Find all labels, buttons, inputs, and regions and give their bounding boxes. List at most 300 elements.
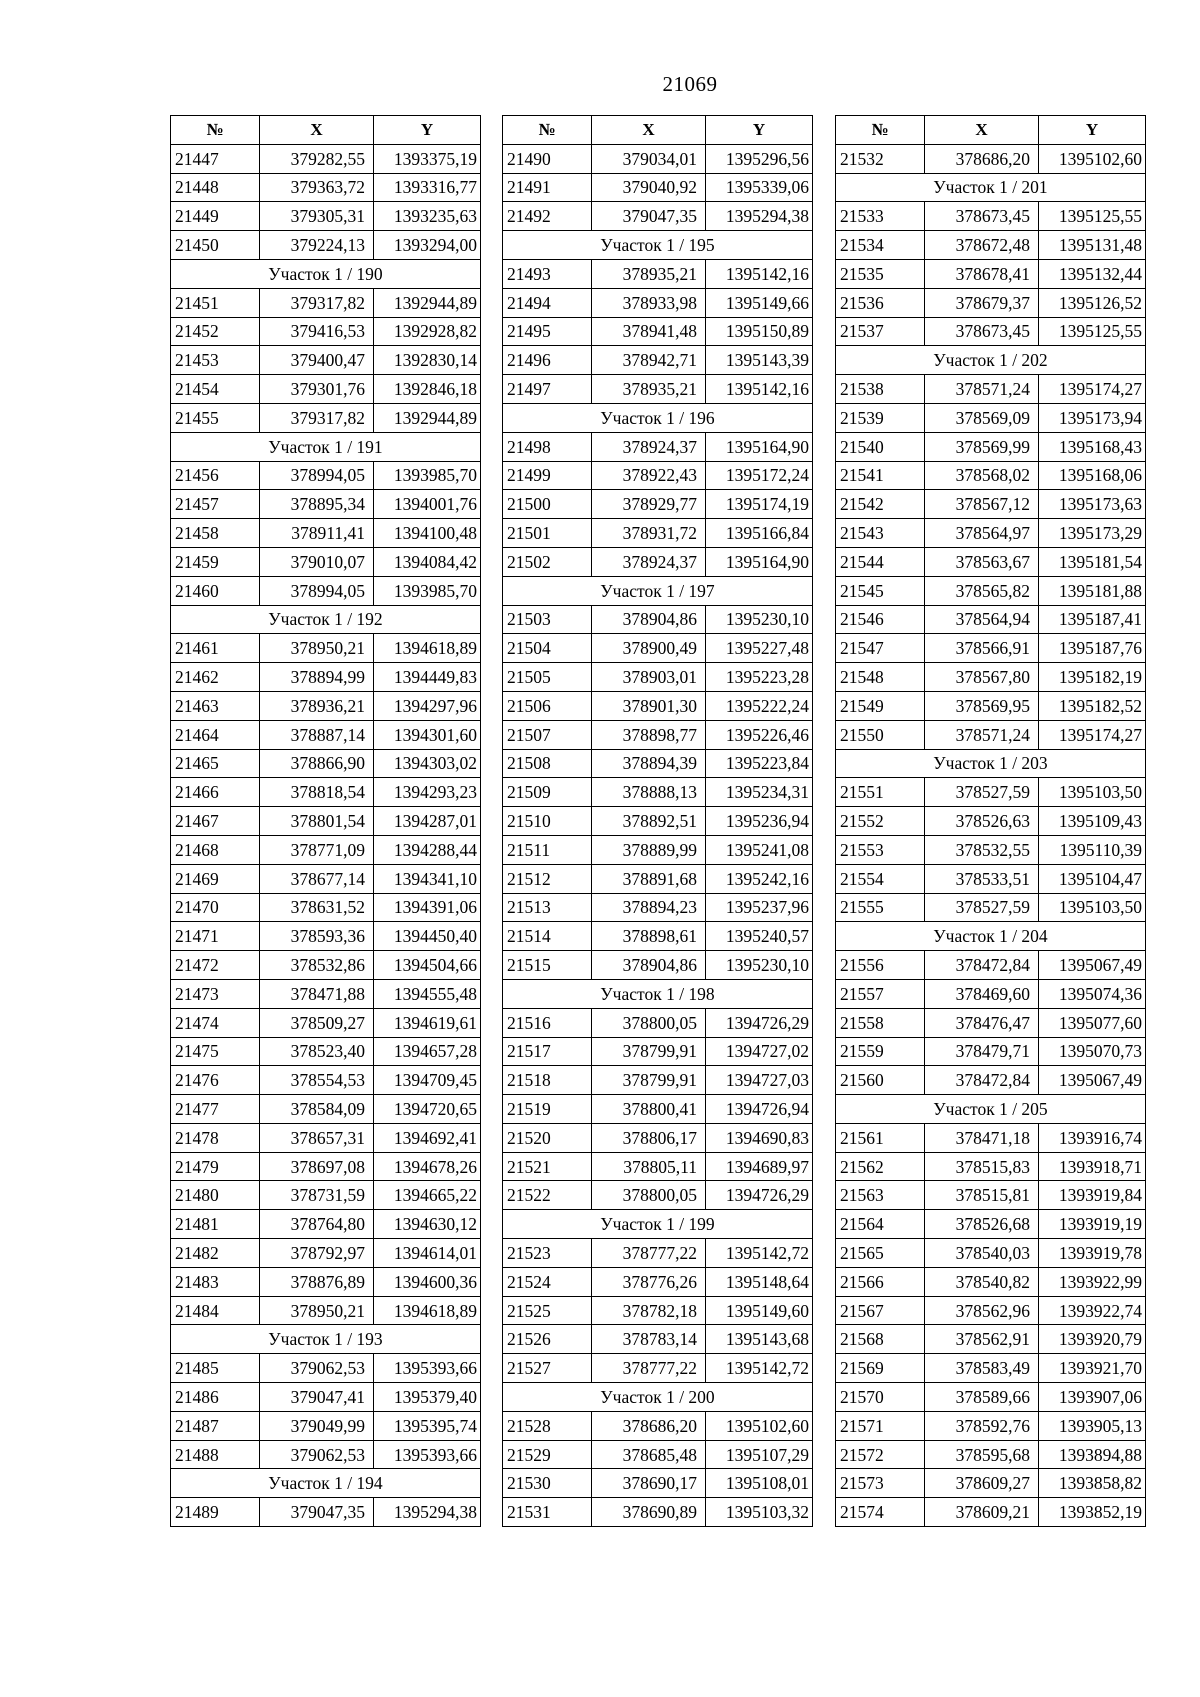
y-coordinate: 1394293,23	[374, 778, 481, 807]
y-coordinate: 1394614,01	[374, 1239, 481, 1268]
x-coordinate: 378731,59	[260, 1181, 374, 1210]
point-number: 21547	[836, 634, 925, 663]
y-coordinate: 1395174,19	[706, 490, 813, 519]
x-coordinate: 378476,47	[925, 1008, 1039, 1037]
y-coordinate: 1394678,26	[374, 1152, 481, 1181]
table-row	[171, 778, 481, 807]
x-coordinate: 378595,68	[925, 1440, 1039, 1469]
y-coordinate: 1395226,46	[706, 720, 813, 749]
x-coordinate: 378677,14	[260, 864, 374, 893]
table-row	[171, 1267, 481, 1296]
table-row	[503, 605, 813, 634]
y-coordinate: 1395110,39	[1039, 835, 1146, 864]
table-row	[836, 403, 1146, 432]
table-row	[503, 259, 813, 288]
table-row	[836, 979, 1146, 1008]
y-coordinate: 1393858,82	[1039, 1469, 1146, 1498]
x-coordinate: 378777,22	[592, 1354, 706, 1383]
section-row	[171, 432, 481, 461]
point-number: 21569	[836, 1354, 925, 1383]
point-number: 21457	[171, 490, 260, 519]
x-coordinate: 378686,20	[592, 1411, 706, 1440]
y-coordinate: 1395142,16	[706, 259, 813, 288]
x-coordinate: 378904,86	[592, 951, 706, 980]
x-coordinate: 378800,05	[592, 1008, 706, 1037]
y-coordinate: 1395181,88	[1039, 576, 1146, 605]
x-coordinate: 378567,12	[925, 490, 1039, 519]
table-row	[836, 778, 1146, 807]
point-number: 21507	[503, 720, 592, 749]
y-coordinate: 1395102,60	[1039, 144, 1146, 173]
point-number: 21448	[171, 173, 260, 202]
section-label: Участок 1 / 197	[503, 576, 813, 605]
x-coordinate: 378562,91	[925, 1325, 1039, 1354]
point-number: 21523	[503, 1239, 592, 1268]
x-coordinate: 378936,21	[260, 691, 374, 720]
y-coordinate: 1392846,18	[374, 375, 481, 404]
header-number: №	[836, 116, 925, 145]
point-number: 21502	[503, 547, 592, 576]
x-coordinate: 378891,68	[592, 864, 706, 893]
y-coordinate: 1395150,89	[706, 317, 813, 346]
section-row	[171, 1469, 481, 1498]
point-number: 21471	[171, 922, 260, 951]
x-coordinate: 378994,05	[260, 576, 374, 605]
x-coordinate: 378569,09	[925, 403, 1039, 432]
x-coordinate: 378469,60	[925, 979, 1039, 1008]
section-label: Участок 1 / 198	[503, 979, 813, 1008]
x-coordinate: 378924,37	[592, 547, 706, 576]
table-row	[171, 1296, 481, 1325]
x-coordinate: 378935,21	[592, 259, 706, 288]
x-coordinate: 378690,17	[592, 1469, 706, 1498]
table-row	[836, 1498, 1146, 1527]
point-number: 21574	[836, 1498, 925, 1527]
point-number: 21525	[503, 1296, 592, 1325]
y-coordinate: 1395187,41	[1039, 605, 1146, 634]
table-row	[171, 1210, 481, 1239]
x-coordinate: 378472,84	[925, 951, 1039, 980]
x-coordinate: 378866,90	[260, 749, 374, 778]
y-coordinate: 1395296,56	[706, 144, 813, 173]
x-coordinate: 378911,41	[260, 519, 374, 548]
point-number: 21450	[171, 231, 260, 260]
header-x: X	[592, 116, 706, 145]
table-row	[171, 1498, 481, 1527]
table-row	[836, 144, 1146, 173]
section-row	[836, 173, 1146, 202]
table-row	[171, 979, 481, 1008]
table-row	[171, 922, 481, 951]
y-coordinate: 1395294,38	[706, 202, 813, 231]
table-row	[836, 576, 1146, 605]
table-row	[171, 663, 481, 692]
x-coordinate: 378887,14	[260, 720, 374, 749]
y-coordinate: 1395339,06	[706, 173, 813, 202]
x-coordinate: 379040,92	[592, 173, 706, 202]
y-coordinate: 1394692,41	[374, 1123, 481, 1152]
section-label: Участок 1 / 194	[171, 1469, 481, 1498]
y-coordinate: 1395103,50	[1039, 778, 1146, 807]
table-row	[171, 1095, 481, 1124]
page-number: 21069	[662, 72, 718, 96]
point-number: 21520	[503, 1123, 592, 1152]
table-row	[171, 1037, 481, 1066]
x-coordinate: 378777,22	[592, 1239, 706, 1268]
point-number: 21494	[503, 288, 592, 317]
point-number: 21468	[171, 835, 260, 864]
x-coordinate: 378898,77	[592, 720, 706, 749]
table-row	[171, 1383, 481, 1412]
x-coordinate: 378901,30	[592, 691, 706, 720]
table-row	[171, 403, 481, 432]
section-row	[836, 346, 1146, 375]
point-number: 21481	[171, 1210, 260, 1239]
y-coordinate: 1395077,60	[1039, 1008, 1146, 1037]
point-number: 21566	[836, 1267, 925, 1296]
x-coordinate: 378568,02	[925, 461, 1039, 490]
y-coordinate: 1395125,55	[1039, 317, 1146, 346]
point-number: 21558	[836, 1008, 925, 1037]
y-coordinate: 1395227,48	[706, 634, 813, 663]
table-row	[503, 663, 813, 692]
x-coordinate: 378589,66	[925, 1383, 1039, 1412]
table-row	[171, 173, 481, 202]
point-number: 21553	[836, 835, 925, 864]
y-coordinate: 1394301,60	[374, 720, 481, 749]
point-number: 21510	[503, 807, 592, 836]
point-number: 21565	[836, 1239, 925, 1268]
point-number: 21461	[171, 634, 260, 663]
y-coordinate: 1395148,64	[706, 1267, 813, 1296]
point-number: 21516	[503, 1008, 592, 1037]
point-number: 21488	[171, 1440, 260, 1469]
y-coordinate: 1393294,00	[374, 231, 481, 260]
point-number: 21455	[171, 403, 260, 432]
table-row	[503, 835, 813, 864]
x-coordinate: 378690,89	[592, 1498, 706, 1527]
table-row	[503, 519, 813, 548]
coordinates-table-1	[170, 115, 481, 1527]
header-number: №	[171, 116, 260, 145]
section-label: Участок 1 / 205	[836, 1095, 1146, 1124]
y-coordinate: 1395107,29	[706, 1440, 813, 1469]
x-coordinate: 378933,98	[592, 288, 706, 317]
point-number: 21541	[836, 461, 925, 490]
y-coordinate: 1395143,68	[706, 1325, 813, 1354]
y-coordinate: 1393852,19	[1039, 1498, 1146, 1527]
table-row	[836, 1123, 1146, 1152]
x-coordinate: 378527,59	[925, 893, 1039, 922]
point-number: 21449	[171, 202, 260, 231]
table-row	[171, 202, 481, 231]
table-row	[171, 490, 481, 519]
y-coordinate: 1394726,29	[706, 1181, 813, 1210]
point-number: 21513	[503, 893, 592, 922]
x-coordinate: 378805,11	[592, 1152, 706, 1181]
y-coordinate: 1395241,08	[706, 835, 813, 864]
section-label: Участок 1 / 200	[503, 1383, 813, 1412]
table-row	[503, 432, 813, 461]
x-coordinate: 378564,97	[925, 519, 1039, 548]
table-row	[503, 1411, 813, 1440]
table-row	[503, 1267, 813, 1296]
y-coordinate: 1393922,74	[1039, 1296, 1146, 1325]
x-coordinate: 378565,82	[925, 576, 1039, 605]
table-row	[836, 1267, 1146, 1296]
y-coordinate: 1395109,43	[1039, 807, 1146, 836]
point-number: 21505	[503, 663, 592, 692]
point-number: 21458	[171, 519, 260, 548]
x-coordinate: 378526,68	[925, 1210, 1039, 1239]
y-coordinate: 1393316,77	[374, 173, 481, 202]
table-row	[503, 1152, 813, 1181]
y-coordinate: 1395067,49	[1039, 1066, 1146, 1095]
x-coordinate: 378472,84	[925, 1066, 1039, 1095]
header-number: №	[503, 116, 592, 145]
point-number: 21557	[836, 979, 925, 1008]
x-coordinate: 378776,26	[592, 1267, 706, 1296]
y-coordinate: 1395234,31	[706, 778, 813, 807]
section-row	[171, 259, 481, 288]
table-row	[171, 691, 481, 720]
y-coordinate: 1393921,70	[1039, 1354, 1146, 1383]
table-row	[836, 1066, 1146, 1095]
table-row	[836, 1239, 1146, 1268]
table-row	[171, 720, 481, 749]
x-coordinate: 378894,23	[592, 893, 706, 922]
table-row	[171, 1123, 481, 1152]
x-coordinate: 378894,39	[592, 749, 706, 778]
table-row	[171, 346, 481, 375]
table-row	[503, 375, 813, 404]
y-coordinate: 1394657,28	[374, 1037, 481, 1066]
y-coordinate: 1395173,63	[1039, 490, 1146, 519]
y-coordinate: 1392944,89	[374, 288, 481, 317]
y-coordinate: 1395125,55	[1039, 202, 1146, 231]
point-number: 21462	[171, 663, 260, 692]
point-number: 21459	[171, 547, 260, 576]
section-row	[171, 1325, 481, 1354]
table-row	[836, 835, 1146, 864]
x-coordinate: 378800,05	[592, 1181, 706, 1210]
x-coordinate: 378889,99	[592, 835, 706, 864]
y-coordinate: 1394297,96	[374, 691, 481, 720]
x-coordinate: 378673,45	[925, 317, 1039, 346]
x-coordinate: 378799,91	[592, 1037, 706, 1066]
y-coordinate: 1393919,19	[1039, 1210, 1146, 1239]
table-row	[836, 1469, 1146, 1498]
section-row	[503, 1383, 813, 1412]
point-number: 21485	[171, 1354, 260, 1383]
table-row	[171, 1066, 481, 1095]
point-number: 21532	[836, 144, 925, 173]
x-coordinate: 378515,83	[925, 1152, 1039, 1181]
point-number: 21483	[171, 1267, 260, 1296]
point-number: 21451	[171, 288, 260, 317]
y-coordinate: 1395168,43	[1039, 432, 1146, 461]
table-row	[836, 202, 1146, 231]
point-number: 21521	[503, 1152, 592, 1181]
y-coordinate: 1393907,06	[1039, 1383, 1146, 1412]
table-row	[171, 1440, 481, 1469]
y-coordinate: 1395108,01	[706, 1469, 813, 1498]
table-row	[171, 519, 481, 548]
y-coordinate: 1392944,89	[374, 403, 481, 432]
x-coordinate: 378931,72	[592, 519, 706, 548]
x-coordinate: 378764,80	[260, 1210, 374, 1239]
x-coordinate: 379047,35	[592, 202, 706, 231]
table-row	[836, 461, 1146, 490]
y-coordinate: 1395142,72	[706, 1239, 813, 1268]
table-row	[503, 490, 813, 519]
point-number: 21484	[171, 1296, 260, 1325]
x-coordinate: 379400,47	[260, 346, 374, 375]
table-row	[171, 749, 481, 778]
x-coordinate: 378792,97	[260, 1239, 374, 1268]
point-number: 21515	[503, 951, 592, 980]
point-number: 21501	[503, 519, 592, 548]
point-number: 21530	[503, 1469, 592, 1498]
y-coordinate: 1395182,19	[1039, 663, 1146, 692]
point-number: 21480	[171, 1181, 260, 1210]
x-coordinate: 378562,96	[925, 1296, 1039, 1325]
y-coordinate: 1394720,65	[374, 1095, 481, 1124]
x-coordinate: 379047,41	[260, 1383, 374, 1412]
point-number: 21519	[503, 1095, 592, 1124]
point-number: 21482	[171, 1239, 260, 1268]
point-number: 21472	[171, 951, 260, 980]
x-coordinate: 378592,76	[925, 1411, 1039, 1440]
table-row	[503, 144, 813, 173]
x-coordinate: 379049,99	[260, 1411, 374, 1440]
y-coordinate: 1393985,70	[374, 576, 481, 605]
y-coordinate: 1393918,71	[1039, 1152, 1146, 1181]
point-number: 21508	[503, 749, 592, 778]
table-row	[171, 634, 481, 663]
x-coordinate: 378526,63	[925, 807, 1039, 836]
section-label: Участок 1 / 192	[171, 605, 481, 634]
table-row	[503, 461, 813, 490]
x-coordinate: 378569,95	[925, 691, 1039, 720]
point-number: 21573	[836, 1469, 925, 1498]
table-row	[836, 259, 1146, 288]
x-coordinate: 378818,54	[260, 778, 374, 807]
x-coordinate: 379062,53	[260, 1440, 374, 1469]
point-number: 21490	[503, 144, 592, 173]
x-coordinate: 378950,21	[260, 1296, 374, 1325]
point-number: 21496	[503, 346, 592, 375]
point-number: 21526	[503, 1325, 592, 1354]
x-coordinate: 379363,72	[260, 173, 374, 202]
x-coordinate: 378571,24	[925, 375, 1039, 404]
table-row	[503, 346, 813, 375]
table-row	[171, 1152, 481, 1181]
x-coordinate: 378471,88	[260, 979, 374, 1008]
point-number: 21465	[171, 749, 260, 778]
y-coordinate: 1394619,61	[374, 1008, 481, 1037]
point-number: 21506	[503, 691, 592, 720]
y-coordinate: 1394727,02	[706, 1037, 813, 1066]
point-number: 21570	[836, 1383, 925, 1412]
x-coordinate: 378903,01	[592, 663, 706, 692]
y-coordinate: 1395149,66	[706, 288, 813, 317]
y-coordinate: 1395172,24	[706, 461, 813, 490]
table-row	[503, 1095, 813, 1124]
y-coordinate: 1395223,28	[706, 663, 813, 692]
table-row	[836, 663, 1146, 692]
section-label: Участок 1 / 190	[171, 259, 481, 288]
point-number: 21535	[836, 259, 925, 288]
section-label: Участок 1 / 204	[836, 922, 1146, 951]
point-number: 21479	[171, 1152, 260, 1181]
table-row	[171, 951, 481, 980]
y-coordinate: 1395230,10	[706, 605, 813, 634]
table-row	[836, 288, 1146, 317]
y-coordinate: 1394391,06	[374, 893, 481, 922]
y-coordinate: 1395236,94	[706, 807, 813, 836]
x-coordinate: 378533,51	[925, 864, 1039, 893]
x-coordinate: 378771,09	[260, 835, 374, 864]
y-coordinate: 1395149,60	[706, 1296, 813, 1325]
x-coordinate: 378994,05	[260, 461, 374, 490]
point-number: 21493	[503, 259, 592, 288]
section-row	[171, 605, 481, 634]
y-coordinate: 1394665,22	[374, 1181, 481, 1210]
y-coordinate: 1393919,78	[1039, 1239, 1146, 1268]
point-number: 21548	[836, 663, 925, 692]
section-row	[503, 1210, 813, 1239]
point-number: 21539	[836, 403, 925, 432]
x-coordinate: 379317,82	[260, 288, 374, 317]
x-coordinate: 378593,36	[260, 922, 374, 951]
header-x: X	[260, 116, 374, 145]
table-row	[503, 173, 813, 202]
table-row	[836, 807, 1146, 836]
point-number: 21500	[503, 490, 592, 519]
table-row	[171, 288, 481, 317]
y-coordinate: 1395395,74	[374, 1411, 481, 1440]
table-row	[836, 490, 1146, 519]
x-coordinate: 378657,31	[260, 1123, 374, 1152]
table-row	[503, 1037, 813, 1066]
point-number: 21474	[171, 1008, 260, 1037]
x-coordinate: 379416,53	[260, 317, 374, 346]
point-number: 21552	[836, 807, 925, 836]
point-number: 21491	[503, 173, 592, 202]
y-coordinate: 1392830,14	[374, 346, 481, 375]
section-row	[503, 979, 813, 1008]
y-coordinate: 1394726,29	[706, 1008, 813, 1037]
x-coordinate: 378532,55	[925, 835, 1039, 864]
y-coordinate: 1395379,40	[374, 1383, 481, 1412]
x-coordinate: 378679,37	[925, 288, 1039, 317]
point-number: 21534	[836, 231, 925, 260]
y-coordinate: 1393905,13	[1039, 1411, 1146, 1440]
y-coordinate: 1395132,44	[1039, 259, 1146, 288]
y-coordinate: 1393919,84	[1039, 1181, 1146, 1210]
point-number: 21546	[836, 605, 925, 634]
table-row	[836, 1037, 1146, 1066]
y-coordinate: 1395166,84	[706, 519, 813, 548]
x-coordinate: 379301,76	[260, 375, 374, 404]
point-number: 21522	[503, 1181, 592, 1210]
y-coordinate: 1395173,29	[1039, 519, 1146, 548]
table-row	[503, 288, 813, 317]
point-number: 21529	[503, 1440, 592, 1469]
x-coordinate: 378929,77	[592, 490, 706, 519]
x-coordinate: 378509,27	[260, 1008, 374, 1037]
